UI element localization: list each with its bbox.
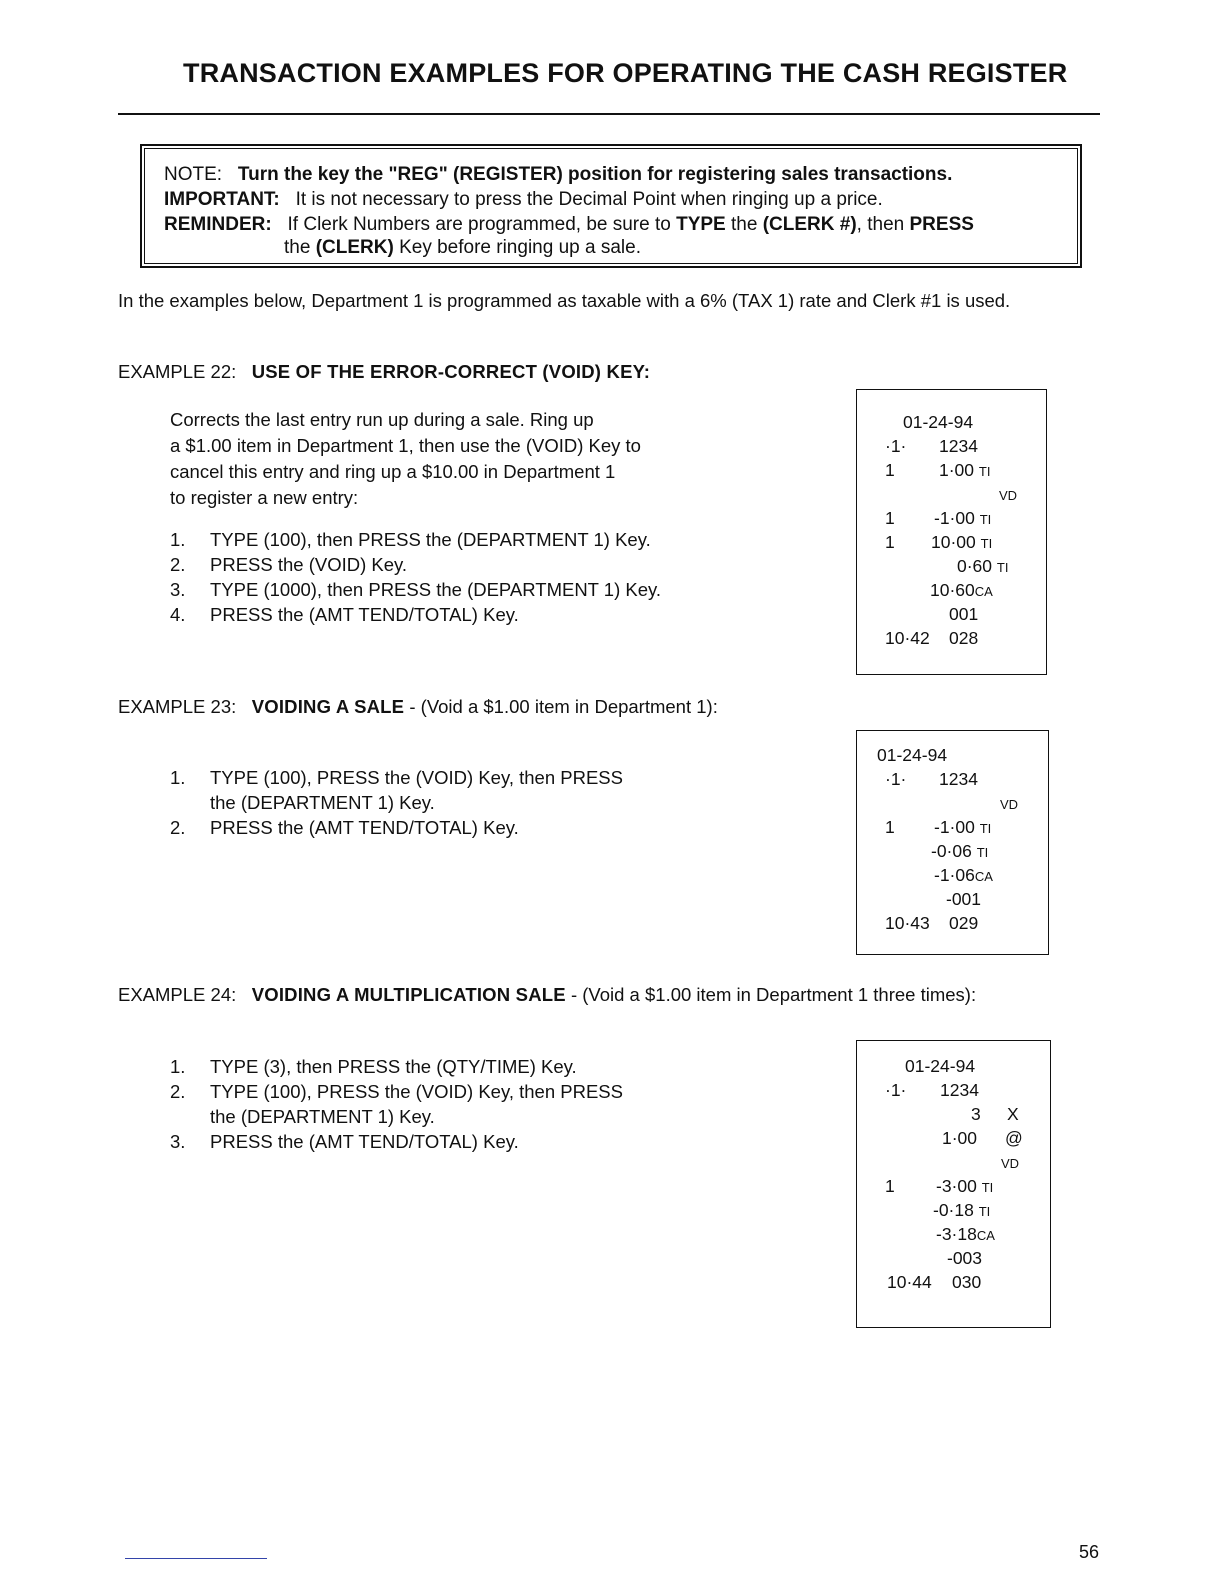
receipt-code: CA [974,584,993,599]
example-22-description [170,409,641,509]
example-24-heading [118,984,976,1006]
note-line [164,164,952,186]
note-text: Turn the key the "REG" (REGISTER) position for registering sales transactions. [237,164,953,185]
receipt-code: TI [976,845,989,860]
example-label: EXAMPLE 23: [118,696,237,717]
step-text: TYPE (100), then PRESS the (DEPARTMENT 1) Key. [210,529,651,550]
step-number: 2. [170,554,186,575]
receipt-amount: 0·60 [957,556,993,576]
example-24-receipt [856,1040,1051,1328]
page-title: TRANSACTION EXAMPLES FOR OPERATING THE CASH REGISTER [183,58,1068,88]
receipt-dept: 1 [885,1176,895,1196]
receipt-code: VD [1000,797,1019,812]
reminder-text-e: , then [856,214,910,235]
reminder-label: REMINDER: [164,214,272,235]
description-line: Corrects the last entry run up during a sale. Ring up [170,409,594,430]
receipt-unit-price: 1·00 [942,1128,978,1148]
page-number: 56 [1079,1542,1100,1562]
receipt-amount: -3·18 [936,1224,977,1244]
receipt-code: TI [996,560,1009,575]
step-text: TYPE (100), PRESS the (VOID) Key, then PRESS [210,767,623,788]
step-text: PRESS the (AMT TEND/TOTAL) Key. [210,1131,519,1152]
receipt-code: TI [981,1180,994,1195]
receipt-time: 10·42 [885,628,930,648]
step-number: 2. [170,817,186,838]
step-item [170,529,661,551]
receipt-dept: 1 [885,532,895,552]
receipt-amount: 1·00 [939,460,975,480]
step-item [170,817,623,839]
receipt-quantity: 3 [971,1104,981,1124]
receipt-date: 01-24-94 [903,412,974,432]
receipt-sequence: 030 [952,1272,982,1292]
receipt-clerk: ·1· [885,436,907,456]
example-24-steps [170,1056,623,1153]
receipt-amount: 10·60 [930,580,975,600]
receipt-time: 10·43 [885,913,930,933]
receipt-clerk: ·1· [885,1080,907,1100]
step-item [170,767,623,789]
example-title: USE OF THE ERROR-CORRECT (VOID) KEY: [251,361,651,382]
description-line: to register a new entry: [170,487,359,508]
receipt-code: VD [1001,1156,1020,1171]
receipt-dept: 1 [885,817,895,837]
reminder2-text-c: Key before ringing up a sale. [393,237,641,258]
receipt-sequence: 029 [949,913,979,933]
receipt-at-symbol: @ [1005,1128,1023,1148]
step-item [170,792,623,814]
reminder-text-f: PRESS [909,214,974,235]
step-number: 3. [170,1131,186,1152]
example-title: VOIDING A SALE [251,696,405,717]
step-item [170,579,661,601]
reminder2-text-b: (CLERK) [315,237,394,258]
receipt-time: 10·44 [887,1272,932,1292]
important-text: It is not necessary to press the Decimal Point when ringing up a price. [295,189,883,210]
reminder-text-d: (CLERK #) [762,214,857,235]
receipt-code: TI [979,512,992,527]
receipt-count: -003 [947,1248,983,1268]
receipt-id: 1234 [939,436,978,456]
description-line: a $1.00 item in Department 1, then use the (VOID) Key to [170,435,641,456]
example-22-heading [118,361,650,383]
receipt-code: TI [979,821,992,836]
step-item [170,1106,623,1128]
receipt-amount: -1·00 [934,817,975,837]
step-number: 3. [170,579,186,600]
receipt-amount: -1·06 [934,865,975,885]
receipt-date: 01-24-94 [905,1056,976,1076]
example-23-receipt [856,730,1049,955]
receipt-code: TI [978,1204,991,1219]
intro-text: In the examples below, Department 1 is programmed as taxable with a 6% (TAX 1) rate and Clerk #1 is used. [118,290,1011,311]
reminder-line [164,214,974,236]
receipt-id: 1234 [940,1080,979,1100]
receipt-count: 001 [949,604,979,624]
receipt-code: TI [980,536,993,551]
example-subtitle: - (Void a $1.00 item in Department 1 three times): [565,984,977,1005]
step-number: 1. [170,1056,186,1077]
step-text: PRESS the (AMT TEND/TOTAL) Key. [210,604,519,625]
step-text: the (DEPARTMENT 1) Key. [210,1106,435,1127]
step-number: 4. [170,604,186,625]
receipt-id: 1234 [939,769,978,789]
receipt-dept: 1 [885,508,895,528]
example-22-receipt [856,389,1047,675]
receipt-amount: 10·00 [931,532,976,552]
example-label: EXAMPLE 24: [118,984,237,1005]
receipt-code: TI [978,464,991,479]
example-23-steps [170,767,623,839]
step-item [170,1056,623,1078]
reminder-text-c: the [725,214,763,235]
example-23-heading [118,696,718,718]
step-number: 2. [170,1081,186,1102]
important-line [164,189,883,211]
receipt-amount: -1·00 [934,508,975,528]
reminder-text-b: TYPE [676,214,726,235]
title-divider [118,113,1100,115]
step-item [170,554,661,576]
example-title: VOIDING A MULTIPLICATION SALE [251,984,566,1005]
step-text: the (DEPARTMENT 1) Key. [210,792,435,813]
receipt-count: -001 [946,889,982,909]
note-box [140,144,1082,268]
reminder2-text-a: the [284,237,316,258]
receipt-amount: -0·06 [931,841,972,861]
reminder-line-2 [284,237,641,259]
receipt-date: 01-24-94 [877,745,948,765]
step-text: TYPE (100), PRESS the (VOID) Key, then PRESS [210,1081,623,1102]
example-subtitle: - (Void a $1.00 item in Department 1): [404,696,718,717]
receipt-code: CA [976,1228,995,1243]
footer-line [125,1558,267,1559]
step-item [170,1131,623,1153]
receipt-code: CA [974,869,993,884]
example-label: EXAMPLE 22: [118,361,237,382]
step-text: PRESS the (AMT TEND/TOTAL) Key. [210,817,519,838]
step-text: TYPE (3), then PRESS the (QTY/TIME) Key. [210,1056,577,1077]
example-22-steps [170,529,661,626]
step-text: PRESS the (VOID) Key. [210,554,408,575]
step-item [170,604,661,626]
receipt-amount: -0·18 [933,1200,974,1220]
receipt-multiply-symbol: X [1007,1104,1019,1124]
description-line: cancel this entry and ring up a $10.00 in Department 1 [170,461,616,482]
step-number: 1. [170,767,186,788]
note-label: NOTE: [164,164,223,185]
receipt-dept: 1 [885,460,895,480]
receipt-amount: -3·00 [936,1176,977,1196]
receipt-clerk: ·1· [885,769,907,789]
receipt-sequence: 028 [949,628,979,648]
step-number: 1. [170,529,186,550]
step-text: TYPE (1000), then PRESS the (DEPARTMENT 1) Key. [210,579,662,600]
important-label: IMPORTANT: [164,189,280,210]
receipt-code: VD [999,488,1018,503]
step-item [170,1081,623,1103]
reminder-text-a: If Clerk Numbers are programmed, be sure to [287,214,677,235]
